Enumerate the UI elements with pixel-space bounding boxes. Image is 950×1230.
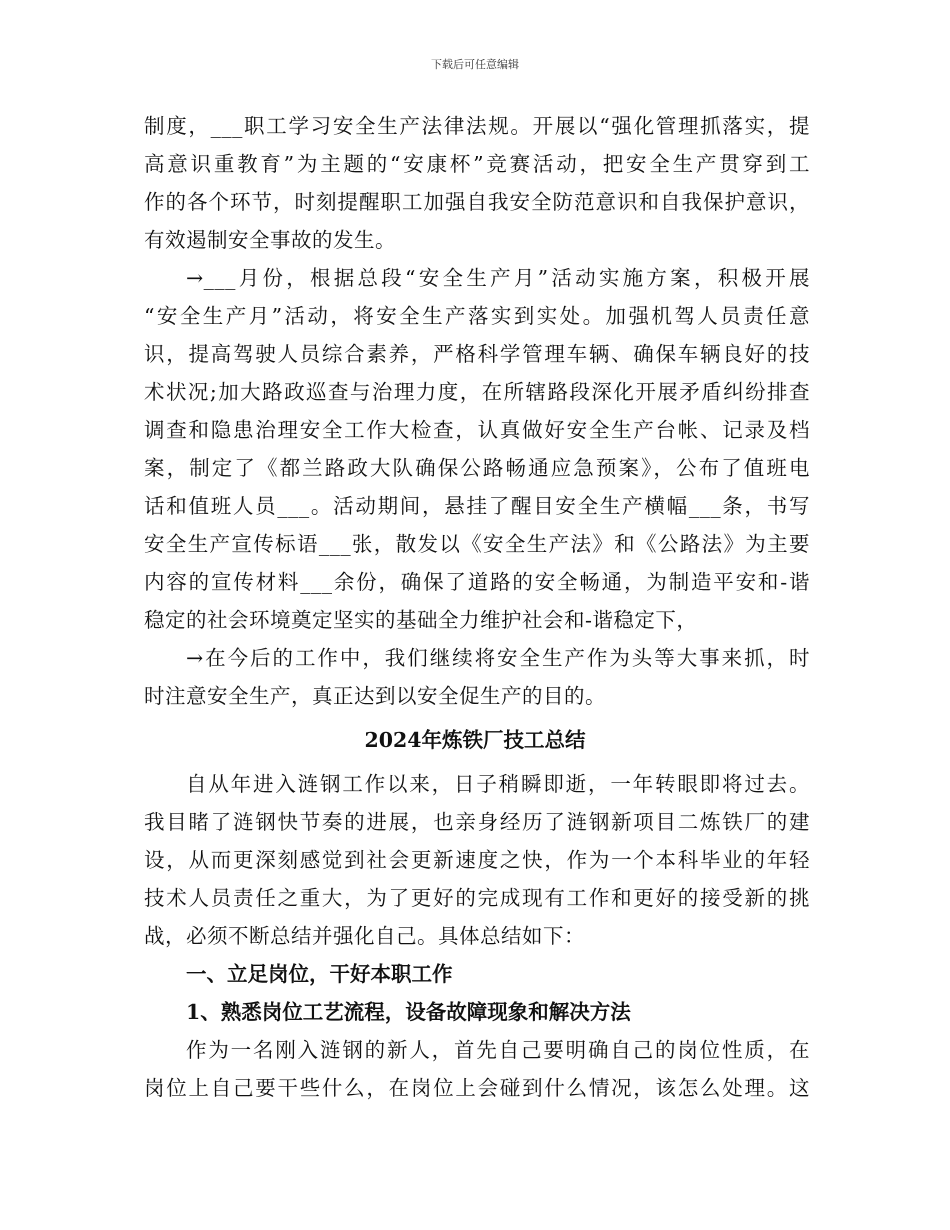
paragraph-line: 制度，___职工学习安全生产法律法规。开展以“强化管理抓落实，提 [144, 114, 810, 138]
paragraph-line: 识，提高驾驶人员综合素养，严格科学管理车辆、确保车辆良好的技 [144, 342, 810, 366]
paragraph-line: 作为一名刚入涟钢的新人，首先自己要明确自己的岗位性质，在 [186, 1038, 810, 1062]
paragraph-line: 案，制定了《都兰路政大队确保公路畅通应急预案》，公布了值班电 [144, 456, 810, 480]
paragraph-line: 岗位上自己要干些什么，在岗位上会碰到什么情况，该怎么处理。这 [144, 1076, 810, 1100]
paragraph-line: 术状况;加大路政巡查与治理力度，在所辖路段深化开展矛盾纠纷排查 [144, 380, 810, 404]
paragraph-line: 高意识重教育”为主题的“安康杯”竞赛活动，把安全生产贯穿到工 [144, 152, 810, 176]
paragraph-line: →在今后的工作中，我们继续将安全生产作为头等大事来抓，时 [186, 646, 810, 670]
paragraph-line: 作的各个环节，时刻提醒职工加强自我安全防范意识和自我保护意识， [144, 190, 810, 214]
paragraph-line: 稳定的社会环境奠定坚实的基础全力维护社会和-谐稳定下， [144, 608, 698, 632]
paragraph-line: 话和值班人员___。活动期间，悬挂了醒目安全生产横幅___条，书写 [144, 494, 810, 518]
paragraph-line: 自从年进入涟钢工作以来，日子稍瞬即逝，一年转眼即将过去。 [186, 772, 810, 796]
section-heading: 一、立足岗位，干好本职工作 [186, 962, 453, 986]
paragraph-line: 设，从而更深刻感觉到社会更新速度之快，作为一个本科毕业的年轻 [144, 848, 810, 872]
paragraph-line: “安全生产月”活动，将安全生产落实到实处。加强机驾人员责任意 [144, 304, 810, 328]
paragraph-line: 调查和隐患治理安全工作大检查，认真做好安全生产台帐、记录及档 [144, 418, 810, 442]
paragraph-line: 有效遏制安全事故的发生。 [144, 228, 396, 252]
paragraph-line: 时注意安全生产，真正达到以安全促生产的目的。 [144, 684, 606, 708]
page-header: 下载后可任意编辑 [431, 58, 519, 71]
subsection-heading: 1、熟悉岗位工艺流程，设备故障现象和解决方法 [186, 1000, 631, 1024]
paragraph-line: 安全生产宣传标语___张，散发以《安全生产法》和《公路法》为主要 [144, 532, 810, 556]
paragraph-line: 技术人员责任之重大，为了更好的完成现有工作和更好的接受新的挑 [144, 886, 810, 910]
paragraph-line: →___月份，根据总段“安全生产月”活动实施方案，积极开展 [186, 266, 810, 290]
paragraph-line: 内容的宣传材料___余份，确保了道路的安全畅通，为制造平安和-谐 [144, 570, 810, 594]
paragraph-line: 战，必须不断总结并强化自己。具体总结如下： [144, 924, 585, 948]
paragraph-line: 我目睹了涟钢快节奏的进展，也亲身经历了涟钢新项目二炼铁厂的建 [144, 810, 810, 834]
document-title: 2024年炼铁厂技工总结 [364, 728, 586, 752]
